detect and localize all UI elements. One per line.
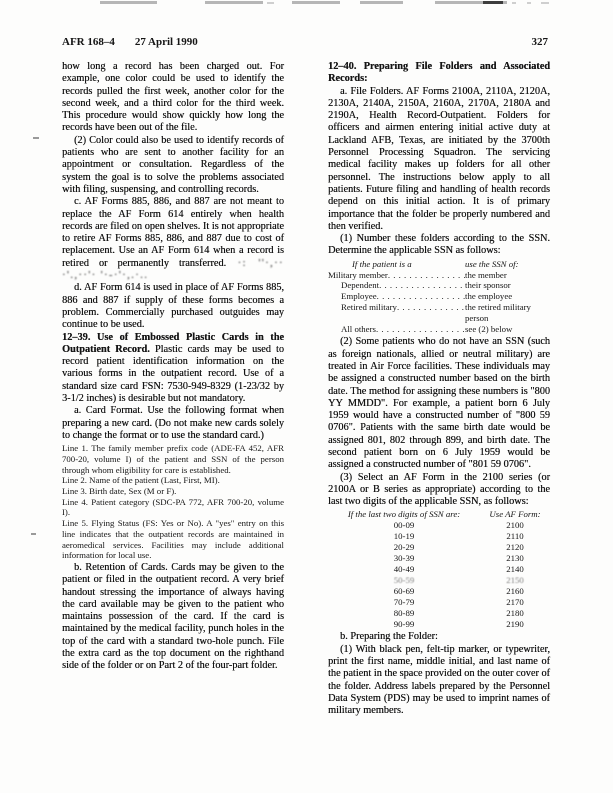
table-row: 50-59 2150: [393, 574, 524, 585]
scan-artifact: [31, 533, 36, 535]
paragraph-b-retention: b. Retention of Cards. Cards may be given to the patient or filed in the outpatient record. A very brief handout stressing the importance of always having the card available may be given to the patient who maintains possession of the card. If the card is maintained by the medical facility, punch holes in the top of the card with a standard two-hole punch. File the extra card as the top document on the righthand side of the folder or on Part 2 of the four-part folder.: [62, 561, 284, 672]
scan-artifact: [292, 1, 340, 4]
ssn-table-header-left: If the patient is a: [352, 258, 412, 269]
dot-leader: [376, 324, 465, 335]
card-line-4: Line 4. Patient category (SDC-PA 772, AFR 700-20, volume I).: [62, 496, 284, 518]
document-number: AFR 168–4: [62, 36, 115, 48]
paragraph-a-card-format: a. Card Format. Use the following format when preparing a new card. (Do not make new cards solely to change the format or to use the standard card.): [62, 405, 284, 441]
left-column: [62, 61, 284, 673]
table-row: 70-79 2170: [393, 596, 524, 607]
illegible-smudge: ·: ''·,·· ·'.,··'· '·-·'·,.·..: [62, 257, 284, 282]
paragraph-color-2: (2) Color could also be used to identify records of patients who are sent to another facility for an appointment or consultation. Regardless of the system the goal is to solve the problems associated with filing, suspensing, and controlling records.: [62, 134, 284, 195]
dot-leader: [397, 302, 465, 324]
scan-artifact: [33, 137, 39, 139]
scan-artifact: [360, 1, 403, 4]
table-row: All others . . . see (2) below: [328, 324, 550, 335]
card-line-5: Line 5. Flying Status (FS: Yes or No). A "yes" entry on this line indicates that the outpatient records are maintained in aeromedical services. Facilities may include additional information for local use.: [62, 518, 284, 561]
table-row: 20-29 2120: [393, 542, 524, 553]
page-header: [62, 36, 548, 48]
ssn-table-header: [328, 259, 550, 270]
ssn-source-table: [328, 259, 550, 335]
scan-artifact: [541, 2, 549, 4]
paragraph-1-number-folders: (1) Number these folders according to the SSN. Determine the applicable SSN as follows:: [328, 233, 550, 257]
paragraph-continued: how long a record has been charged out. For example, one color could be used to identify the records pulled the first week, another color for the second week, and a third color for the third week. This procedure would show quickly how long the records have been out of the file.: [62, 61, 284, 134]
scan-artifact: [267, 2, 274, 4]
paragraph-b-preparing-folder: b. Preparing the Folder:: [340, 631, 438, 643]
scan-artifact: [527, 2, 531, 4]
document-date: 27 April 1990: [134, 36, 198, 48]
table-row: Retired military . . . the retired military person: [328, 302, 550, 324]
card-line-notes: [62, 443, 284, 561]
table-row: 60-69 2160: [393, 585, 524, 596]
card-line-2: Line 2. Name of the patient (Last, First, MI).: [62, 475, 220, 486]
paragraph-c: c. AF Forms 885, 886, and 887 are not meant to replace the AF Form 614 entirely when health records are filed on open shelves. It is not appropriate to retire AF Forms 885, 886, and 887 due to cost of replacement. Use an AF Form 614 when a record is retired or permanently transferred. ·: ''·,·· ·'.,··'· '·-·'·,.·..: [62, 196, 284, 282]
dot-leader: [377, 291, 465, 302]
af-form-table: [328, 509, 550, 629]
scan-artifact: [512, 2, 516, 4]
card-line-3: Line 3. Birth date, Sex (M or F).: [62, 486, 177, 497]
paragraph-3-select-form: (3) Select an AF Form in the 2100 series (or 2100A or B series as appropriate) according to the last two digits of the applicable SSN, as follows:: [328, 471, 550, 508]
paragraph-2-constructed-number: (2) Some patients who do not have an SSN (such as foreign nationals, allied or neutral military) are treated in Air Force facilities. These individuals may be assigned a constructed number based on the birth date. The method for assigning these numbers is "800 YY MMDD". For example, a patient born 6 July 1959 would have a constructed number of "800 59 0706". Patients with the same birth date would be assigned 801, 802 through 899, and birth date. The second patient born on 6 July 1959 would be assigned a constructed number of "801 59 0706".: [328, 336, 550, 471]
scan-artifact: [100, 1, 157, 4]
table-row: 10-19 2110: [393, 531, 524, 542]
paragraph-d: d. AF Form 614 is used in place of AF Forms 885, 886 and 887 if supply of these forms becomes a problem. Commercially purchased outguides may continue to be used.: [62, 282, 284, 331]
table-row: Military member . . . the member: [328, 270, 550, 281]
af-form-header-left: If the last two digits of SSN are:: [347, 509, 461, 520]
table-row: 30-39 2130: [393, 553, 524, 564]
af-form-table-header: [328, 509, 550, 520]
ssn-table-header-right: use the SSN of:: [465, 258, 519, 269]
paragraph-b1-black-pen: (1) With black pen, felt-tip marker, or typewriter, print the first name, middle initial, and last name of the patient in the space provided on the outer cover of the folder. Address labels prepared by the Personnel Data System (PDS) may be used to imprint names of military members.: [328, 643, 550, 717]
scan-artifact: [483, 1, 503, 4]
card-line-1: Line 1. The family member prefix code (ADE-FA 452, AFR 700-20, volume I) of the patient and SSN of the person through whom eligibility for care is established.: [62, 443, 284, 475]
dot-leader: [379, 280, 465, 291]
section-12-39-heading: 12–39. Use of Embossed Plastic Cards in the Outpatient Record.: [62, 331, 284, 355]
scan-artifact: [205, 1, 263, 4]
table-row: Dependent . . . their sponsor: [328, 280, 550, 291]
section-12-39: 12–39. Use of Embossed Plastic Cards in the Outpatient Record. Plastic cards may be used to record patient identification information on the various forms in the outpatient record. Use of a standard size card FSN: 7530-949-8329 (1-23/32 by 3-1/2 inches) is desirable but not mandatory.: [62, 331, 284, 405]
page-number: 327: [531, 36, 548, 48]
af-form-header-right: Use AF Form:: [489, 509, 541, 520]
table-row: 40-49 2140: [393, 564, 524, 575]
table-row: 00-09 2100: [393, 520, 524, 531]
dot-leader: [388, 270, 465, 281]
right-column: [328, 61, 550, 718]
section-12-40-heading: 12–40. Preparing File Folders and Associated Records:: [328, 61, 550, 85]
table-row: 90-99 2190: [393, 618, 524, 629]
table-row: 80-89 2180: [393, 607, 524, 618]
table-row: Employee . . . the employee: [328, 291, 550, 302]
paragraph-a-file-folders: a. File Folders. AF Forms 2100A, 2110A, 2120A, 2130A, 2140A, 2150A, 2160A, 2170A, 2180A and 2190A, Health Record-Outpatient. Folders for officers and airmen entering initial active duty at Lackland AFB, Texas, are initiated by the 3700th Personnel Processing Squadron. The servicing medical facility makes up folders for all other personnel. The instructions below apply to all patients. Future filing and handling of health records depend on this initial action. It is of primary importance that the folder be properly numbered and then verified.: [328, 85, 550, 232]
